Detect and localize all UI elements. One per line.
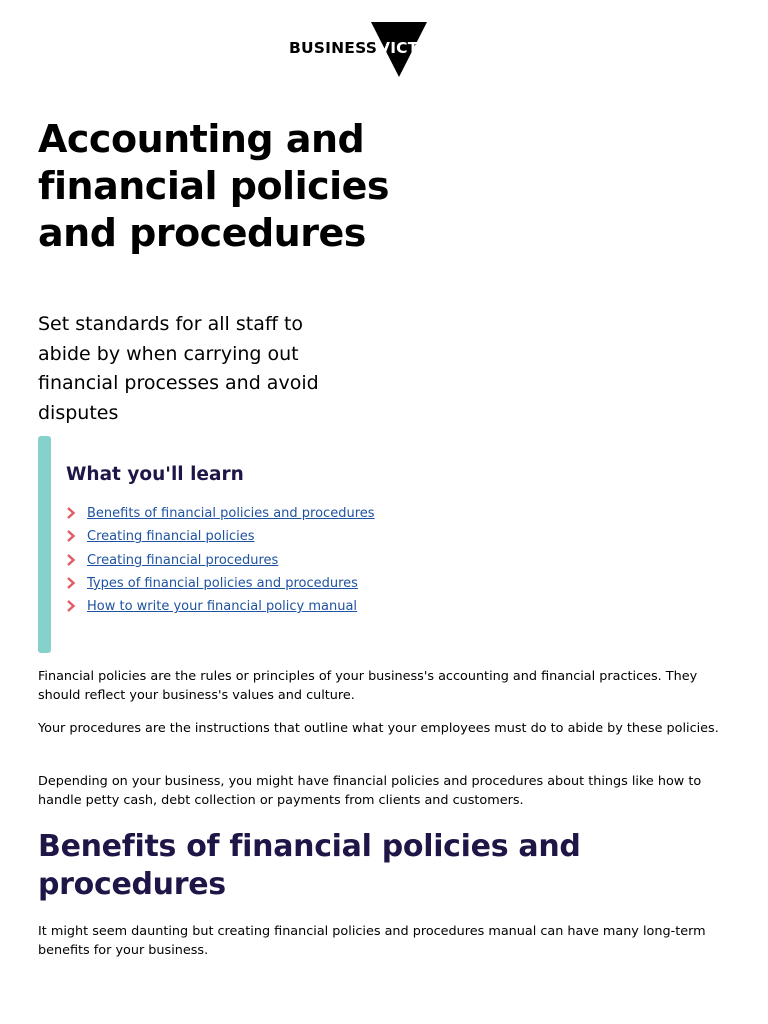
logo-right-word: VICTORIA [378, 39, 463, 57]
benefits-heading: Benefits of financial policies and procedures [38, 829, 581, 902]
intro-paragraph-2: Your procedures are the instructions that outline what your employees must do to abide by these policies. [38, 721, 719, 736]
chevron-right-icon [66, 554, 76, 566]
link-types-of-financial-policies[interactable]: Types of financial policies and procedures [87, 575, 358, 591]
chevron-right-icon [66, 530, 76, 542]
list-item [66, 504, 375, 527]
link-benefits-of-financial-policies[interactable]: Benefits of financial policies and procedures [87, 506, 375, 521]
learn-heading: What you'll learn [66, 464, 244, 485]
page-subtitle: Set standards for all staff to abide by when carrying out financial processes and avoid disputes [38, 313, 319, 424]
list-item [66, 551, 375, 574]
list-item [66, 574, 375, 597]
learn-link-list [66, 504, 375, 620]
logo-left-word: BUSINESS [289, 39, 378, 57]
list-item [66, 527, 375, 550]
victoria-triangle-icon [289, 20, 479, 80]
list-item [66, 597, 375, 620]
panel-accent-bar [38, 436, 51, 653]
link-how-to-write-policy-manual[interactable]: How to write your financial policy manual [87, 599, 358, 615]
chevron-right-icon [66, 600, 76, 612]
intro-paragraph-1: Financial policies are the rules or principles of your business's accounting and financial practices. They should reflect your business's values and culture. [38, 669, 698, 703]
link-creating-financial-procedures[interactable]: Creating financial procedures [87, 552, 279, 568]
chevron-right-icon [66, 577, 76, 589]
business-victoria-logo [0, 20, 768, 80]
chevron-right-icon [66, 507, 76, 519]
page-title: Accounting and financial policies and procedures [38, 117, 390, 255]
intro-paragraph-3: Depending on your business, you might have financial policies and procedures about things like how to handle petty cash, debt collection or payments from clients and customers. [38, 774, 702, 808]
link-creating-financial-policies[interactable]: Creating financial policies [87, 529, 255, 545]
benefits-paragraph-1: It might seem daunting but creating financial policies and procedures manual can have many long-term benefits for your business. [38, 924, 706, 958]
